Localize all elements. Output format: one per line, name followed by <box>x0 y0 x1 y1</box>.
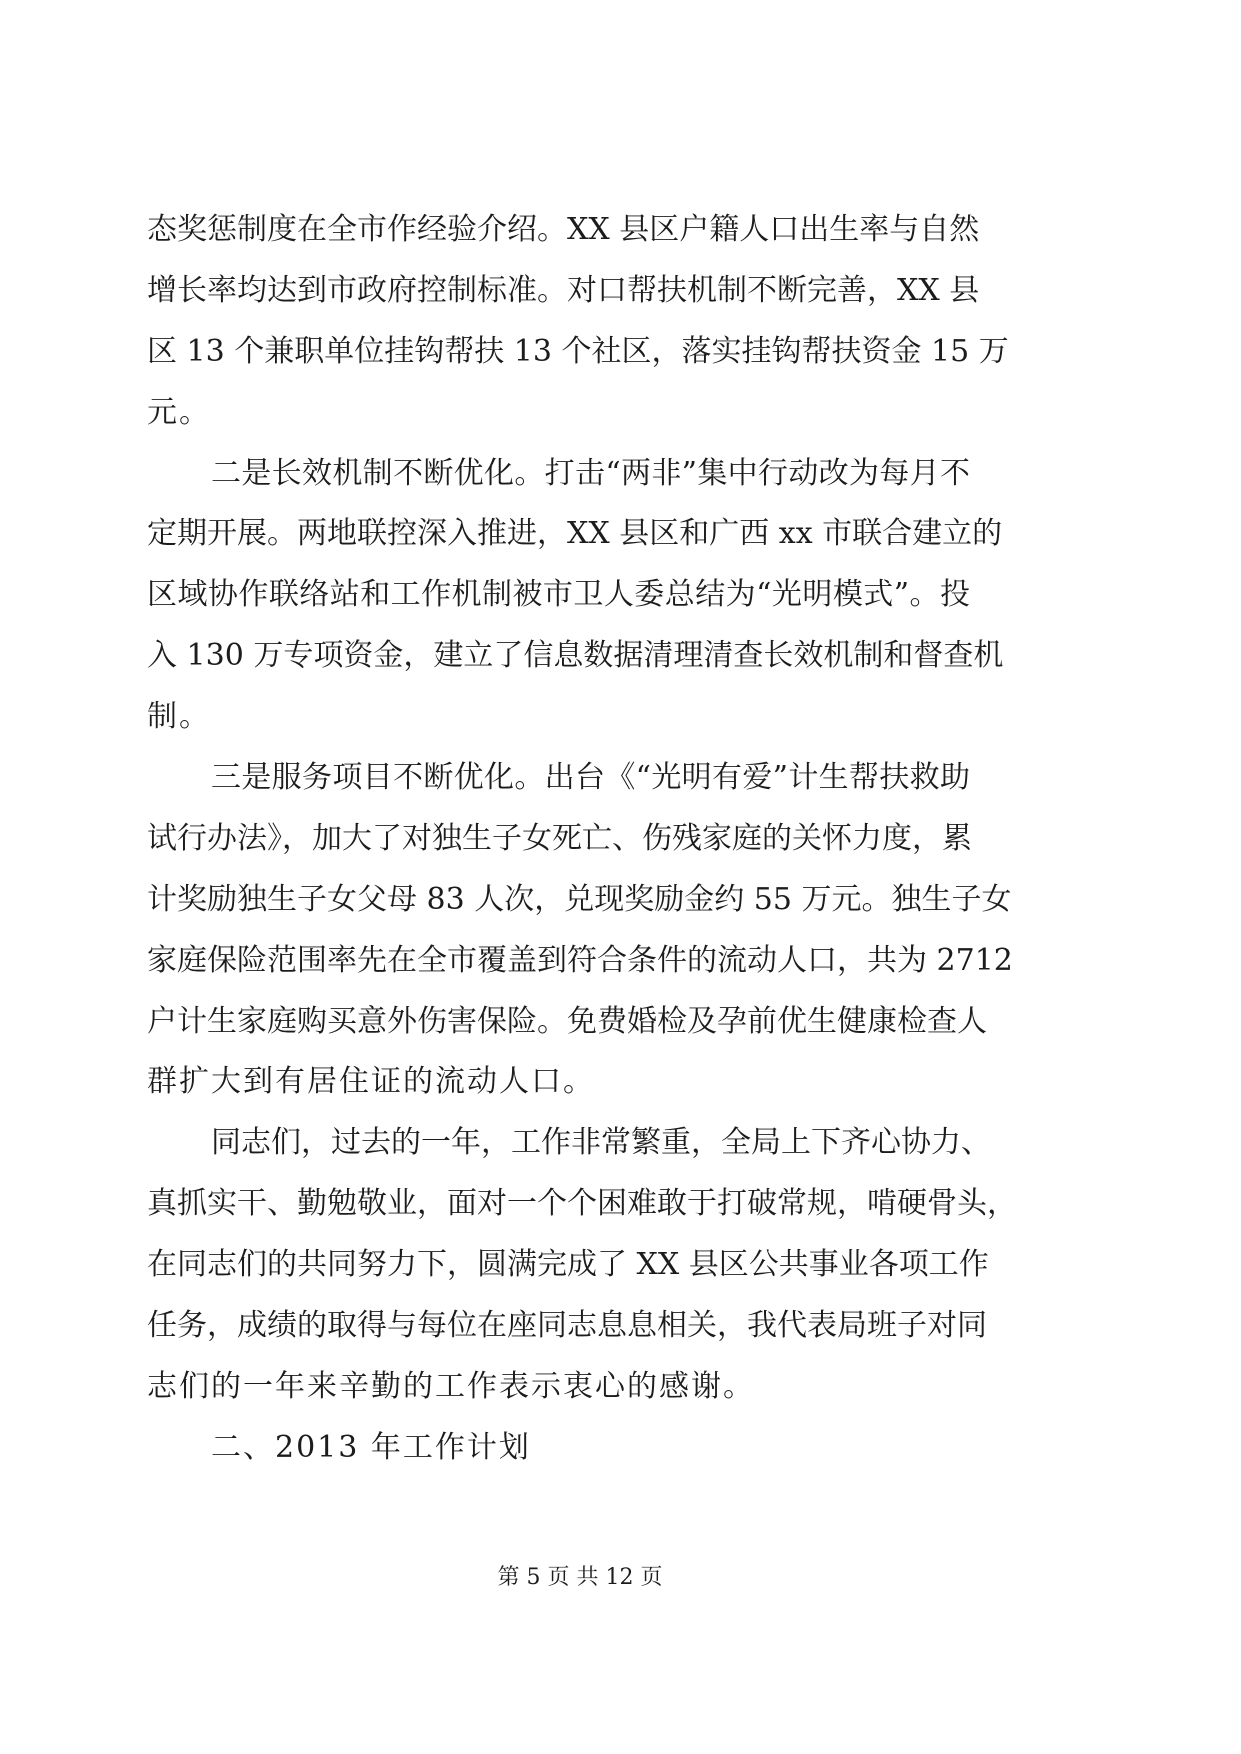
section-heading <box>147 1418 970 1479</box>
text-line: 任务，成绩的取得与每位在座同志息息相关，我代表局班子对同 <box>147 1308 987 1344</box>
text-line: 态奖惩制度在全市作经验介绍。XX 县区户籍人口出生率与自然 <box>147 212 980 247</box>
text-line: 制。 <box>147 699 211 735</box>
document-body <box>147 200 1017 1479</box>
section-heading-text: 二、2013 年工作计划 <box>211 1429 531 1465</box>
text-line: 真抓实干、勤勉敬业，面对一个个困难敢于打破常规，啃硬骨头， <box>147 1186 1017 1222</box>
text-line: 定期开展。两地联控深入推进，XX 县区和广西 xx 市联合建立的 <box>147 516 1003 552</box>
paragraph <box>147 200 1009 444</box>
paragraph <box>147 1113 1017 1417</box>
text-line: 元。 <box>147 394 211 430</box>
text-line: 在同志们的共同努力下，圆满完成了 XX 县区公共事业各项工作 <box>147 1247 989 1283</box>
paragraph <box>147 444 1004 748</box>
text-line: 家庭保险范围率先在全市覆盖到符合条件的流动人口，共为 2712 <box>147 942 1013 978</box>
text-line: 区域协作联络站和工作机制被市卫人委总结为“光明模式”。投 <box>147 577 970 613</box>
text-line: 二是长效机制不断优化。打击“两非”集中行动改为每月不 <box>211 455 970 491</box>
text-line: 试行办法》，加大了对独生子女死亡、伤残家庭的关怀力度，累 <box>147 820 972 856</box>
text-line: 入 130 万专项资金，建立了信息数据清理清查长效机制和督查机 <box>147 638 1004 674</box>
text-line: 区 13 个兼职单位挂钩帮扶 13 个社区，落实挂钩帮扶资金 15 万 <box>147 333 1009 369</box>
page-number-footer: 第 5 页 共 12 页 <box>497 1565 663 1590</box>
text-line: 计奖励独生子女父母 83 人次，兑现奖励金约 55 万元。独生子女 <box>147 881 1012 917</box>
paragraph <box>147 748 1013 1113</box>
text-line: 同志们，过去的一年，工作非常繁重，全局上下齐心协力、 <box>211 1125 991 1161</box>
text-line: 三是服务项目不断优化。出台《“光明有爱”计生帮扶救助 <box>211 760 970 796</box>
text-line: 增长率均达到市政府控制标准。对口帮扶机制不断完善，XX 县 <box>147 272 980 308</box>
text-line: 群扩大到有居住证的流动人口。 <box>147 1064 595 1100</box>
text-line: 户计生家庭购买意外伤害保险。免费婚检及孕前优生健康检查人 <box>147 1003 987 1039</box>
text-line: 志们的一年来辛勤的工作表示衷心的感谢。 <box>147 1368 755 1404</box>
